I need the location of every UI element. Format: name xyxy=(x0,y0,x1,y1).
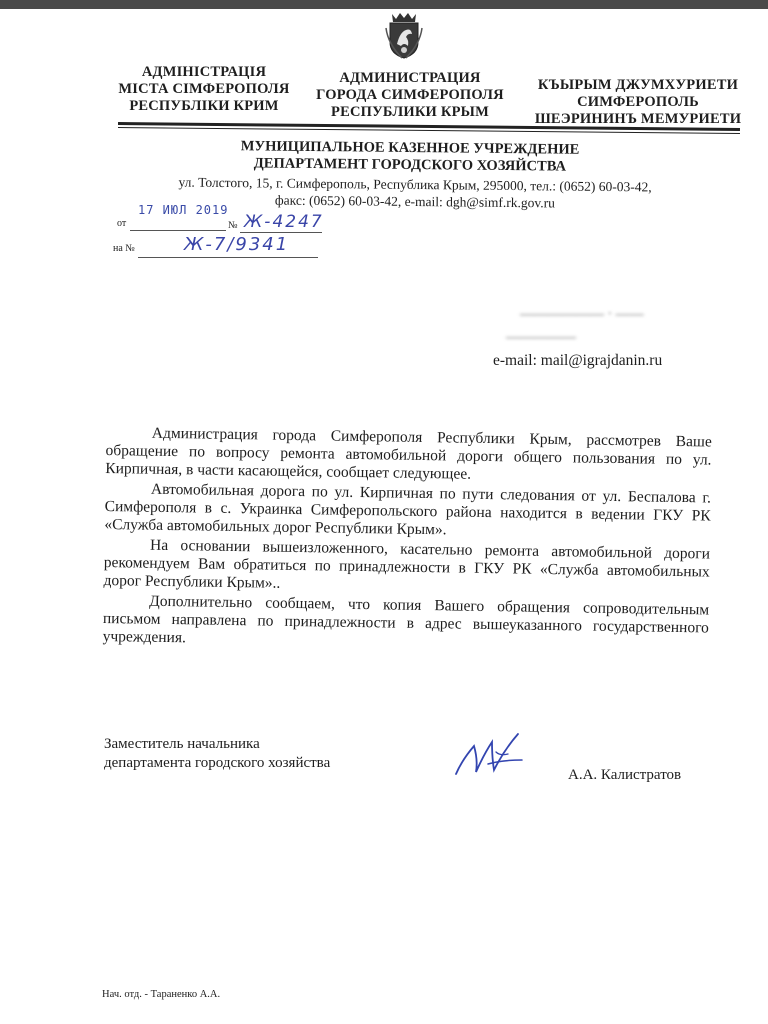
signatory-name: А.А. Калистратов xyxy=(568,767,682,783)
handwritten-signature xyxy=(452,730,528,780)
recipient-redacted: ————— xyxy=(506,330,576,345)
position-line: Заместитель начальника xyxy=(104,736,260,752)
header-crh-line: КЪЫРЫМ ДЖУМХУРИЕТИ xyxy=(537,77,739,93)
reply-to-label: на № xyxy=(113,243,135,254)
body-paragraph: На основании вышеизложенного, касательно ремонта автомобильной дороги рекомендуем Вам обратиться по принадлежности в ГКУ РК «Служба автомобильных дорог Республики Крым».. xyxy=(103,536,711,592)
letter-body xyxy=(102,424,711,657)
header-rus-line: ГОРОДА СИМФЕРОПОЛЯ xyxy=(316,87,504,103)
position-line: департамента городского хозяйства xyxy=(104,755,331,771)
header-ukr-line: АДМІНІСТРАЦІЯ xyxy=(141,64,267,80)
department-name: ДЕПАРТАМЕНТ ГОРОДСКОГО ХОЗЯЙСТВА xyxy=(253,155,567,175)
header-crh-line: СИМФЕРОПОЛЬ xyxy=(577,94,699,110)
signatory-position xyxy=(104,735,330,773)
institution-name: МУНИЦИПАЛЬНОЕ КАЗЕННОЕ УЧРЕЖДЕНИЕ xyxy=(240,138,580,158)
recipient-email: e-mail: mail@igrajdanin.ru xyxy=(493,352,663,369)
number-label: № xyxy=(228,220,238,231)
body-paragraph: Дополнительно сообщаем, что копия Вашего обращения сопроводительным письмом направлена по принадлежности в адрес вышеуказанного государственного учреждения. xyxy=(102,592,710,647)
header-rus-line: АДМИНИСТРАЦИЯ xyxy=(339,70,481,86)
date-underline xyxy=(130,230,226,231)
header-crh-line: ШЕЭРИНИНЪ МЕМУРИЕТИ xyxy=(534,111,742,127)
outgoing-number-handwritten: Ж-4247 xyxy=(244,212,324,232)
header-ukr-line: МІСТА СІМФЕРОПОЛЯ xyxy=(118,81,290,97)
crimea-coat-of-arms-icon xyxy=(384,10,424,60)
incoming-number-handwritten: Ж-7/9341 xyxy=(184,234,290,255)
header-crimean-tatar xyxy=(522,77,754,128)
recipient-redacted: —————— · —— xyxy=(520,307,644,322)
executor-note: Нач. отд. - Тараненко А.А. xyxy=(102,989,221,1000)
body-paragraph: Автомобильная дорога по ул. Кирпичная по пути следования от ул. Беспалова г. Симферополя в с. Украинка Симферопольского района находится в ведении ГКУ РК «Служба автомобильных дорог Республики Крым». xyxy=(104,480,712,539)
body-paragraph: Администрация города Симферополя Республики Крым, рассмотрев Ваше обращение по вопросу ремонта автомобильной дороги общего пользования по ул. Кирпичная, в части касающейся, сообщает следующее. xyxy=(105,424,712,483)
header-ukr-line: РЕСПУБЛІКИ КРИМ xyxy=(129,98,279,114)
header-rus-line: РЕСПУБЛИКИ КРЫМ xyxy=(331,104,489,120)
reply-underline xyxy=(138,257,318,258)
from-date-label: от xyxy=(117,218,127,229)
contacts-line: факс: (0652) 60-03-42, e-mail: dgh@simf.rk.gov.ru xyxy=(274,192,555,211)
institution-block xyxy=(150,137,670,176)
header-ukrainian xyxy=(106,64,302,115)
address-line: ул. Толстого, 15, г. Симферополь, Республика Крым, 295000, тел.: (0652) 60-03-42, xyxy=(178,174,652,195)
header-russian xyxy=(300,70,520,121)
number-underline xyxy=(240,232,322,233)
scan-top-border xyxy=(0,0,768,9)
date-stamp: 17 ИЮЛ 2019 xyxy=(138,203,229,217)
